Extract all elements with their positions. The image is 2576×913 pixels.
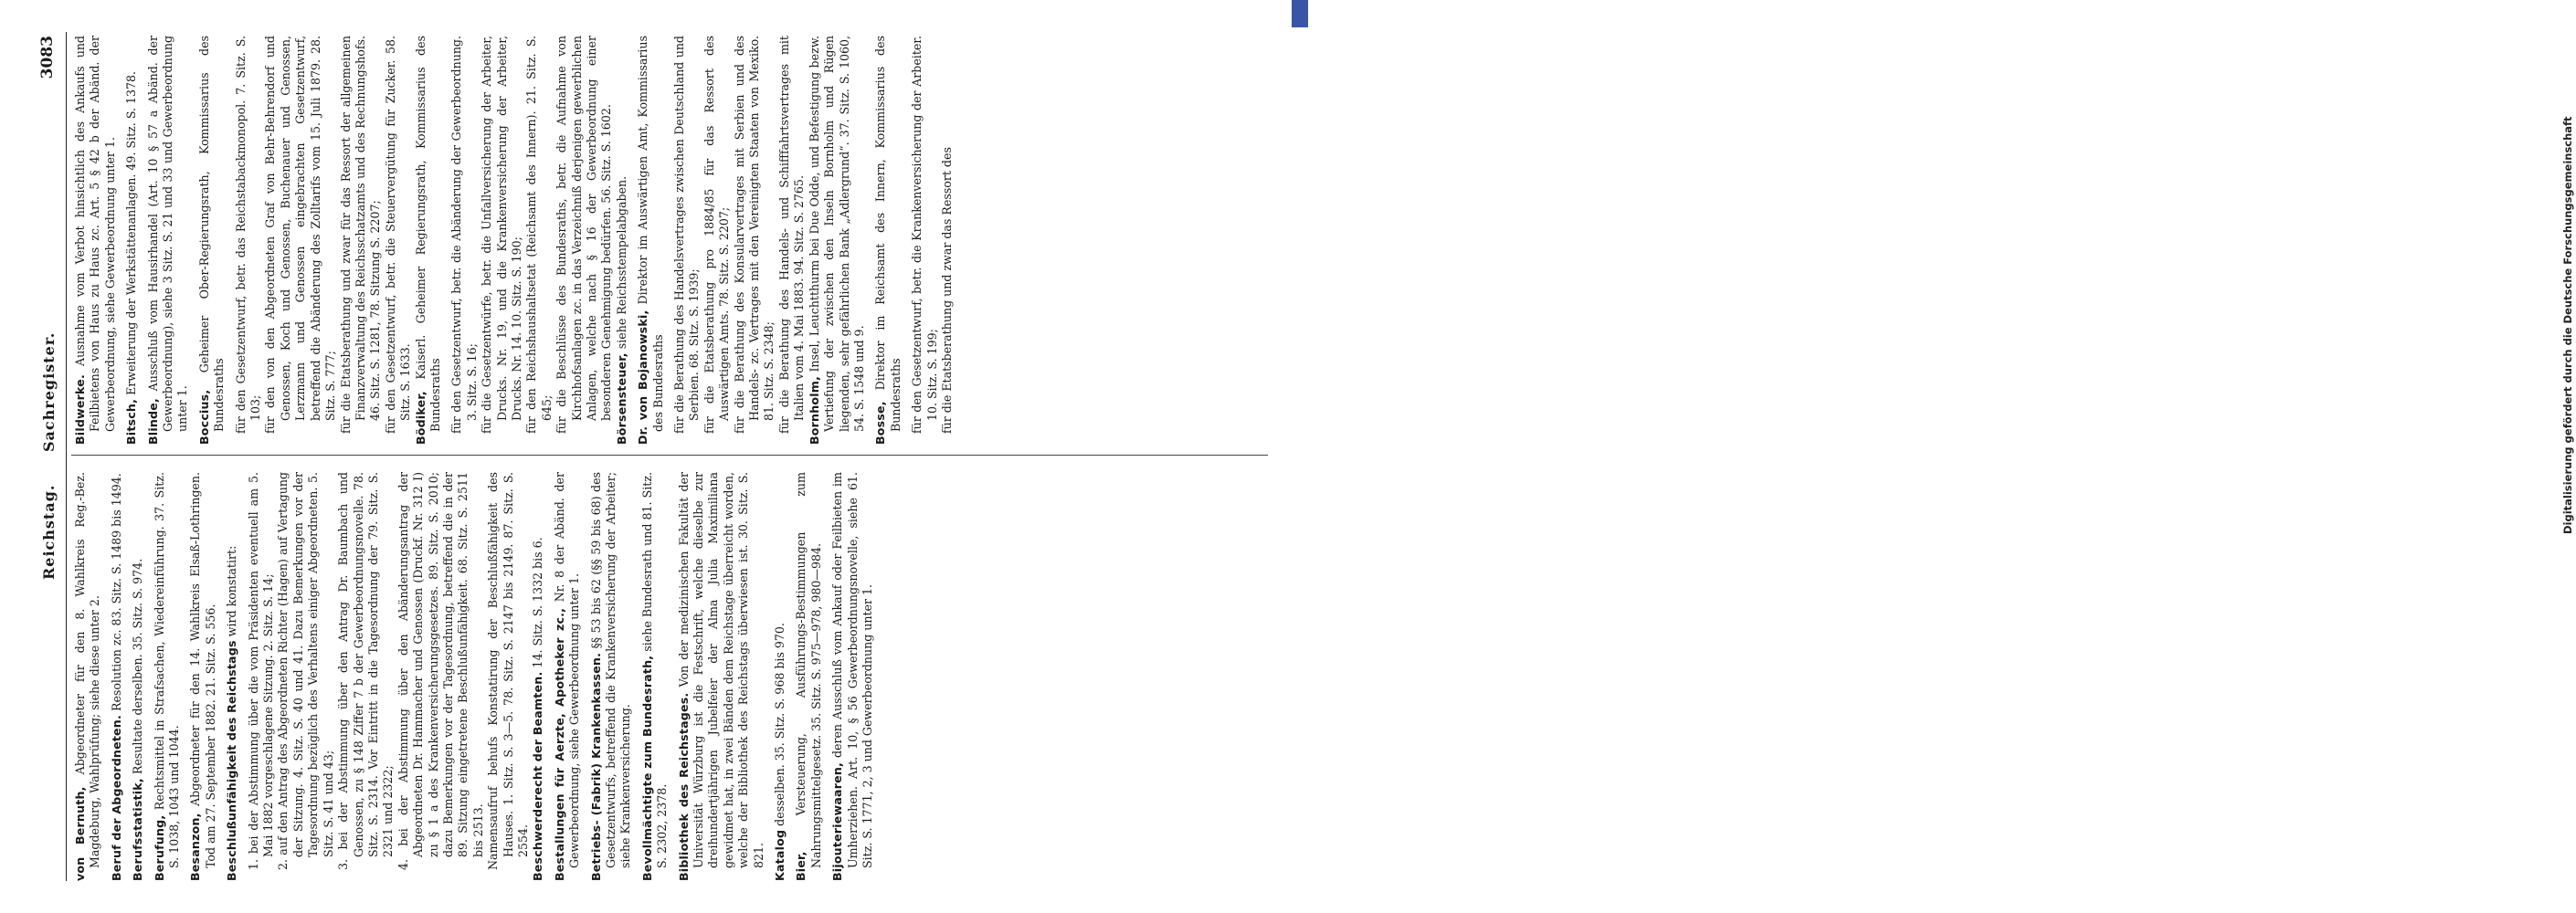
entry-text: wird konstatirt: (225, 545, 239, 641)
entry-text: Insel, Leuchtthurm bei Due Odde, und Befestigung bezw. Vertiefung der zwischen den Inseln Bornholm und Rügen liegenden, sehr gefährlichen Bank „Adlergrund“. 37. Sitz. S. 1060, 54. S. 1548 und 9. (807, 36, 866, 432)
register-entry (73, 472, 103, 881)
entry-heading: von Bernuth, (73, 786, 87, 881)
register-entry (153, 472, 183, 881)
left-column (73, 472, 1270, 881)
watermark (1272, 0, 2574, 913)
entry-text: Direktor im Reichsamt des Innern, Kommissarius des Bundesraths (873, 36, 903, 432)
register-subentry: Namensaufruf behufs Konstatirung der Beschlußfähigkeit des Hauses. 1. Sitz. S. 3—5. 78. Sitz. S. 2147 bis 2149. 87. Sitz. S. 2554. (486, 472, 530, 870)
entry-text: Abgeordneter für den 8. Wahlkreis Reg.-Bez. Magdeburg, Wahlprüfung; siehe diese unter 2. (73, 471, 102, 868)
register-entry (124, 36, 139, 445)
register-subentry: für die Berathung des Handels- und Schifffahrtsvertrages mit Italien vom 4. Mai 1883. 94. Sitz. S. 2765. (776, 36, 807, 434)
register-entry (197, 36, 227, 445)
entry-text: Von der medizinischen Fakultät der Universität Würzburg ist die Festschrift, welche dieselbe zur dreihundertjährigen Jubelfeier der Alma Julia Maximiliana gewidmet hat, in zwei Bänden dem Reichstage überreicht worden, welche der Bibliothek des Reichstags überwiesen ist. 30. Sitz. S. 821. (676, 472, 765, 868)
column-divider (71, 455, 1268, 456)
entry-text: Resolution zc. 83. Sitz. S. 1489 bis 1494. (109, 473, 123, 716)
entry-heading: Beschwerderecht der Beamten. (531, 671, 545, 881)
rotated-page (35, 32, 1277, 881)
register-subentry: für die Etatsberathung und zwar für das Ressort der allgemeinen Finanzverwaltung des Reichsschatzamts und des Rechnungshofs. 46. Sitz. S. 1281, 78. Sitzung S. 2207; (338, 36, 383, 434)
entry-text: desselben. 35. Sitz. S. 968 bis 970. (773, 623, 787, 830)
entry-heading: Bosse, (873, 401, 888, 445)
register-entry (808, 36, 868, 445)
register-subentry: 3. bei der Abstimmung über den Antrag Dr. Baumbach und Genossen, zu § 148 Ziffer 7 b der Gewerbeordnungsnovelle. 78. Sitz. S. 2314. Vor Eintritt in die Tagesordnung der 79. Sitz. S. 2321 und 2322; (336, 472, 396, 870)
entry-text: Ausnahme vom Verbot hinsichtlich des Ankaufs und Feilbietens von Haus zu Haus zc. Art. 5 § 42 b der Abänd. der Gewerbeordnung, siehe Gewerbeordnung unter 1. (73, 36, 117, 432)
entry-text: Nr. 8 der Abänd. der Gewerbeordnung, siehe Gewerbeordnung unter 1. (552, 472, 582, 868)
entry-heading: Berufsstatistik, (131, 778, 145, 881)
entry-heading: Bibliothek des Reichstages. (676, 692, 691, 881)
register-entry (225, 472, 239, 881)
register-entry (636, 36, 666, 445)
entry-heading: Bödiker, (413, 391, 428, 445)
register-entry (677, 472, 766, 881)
entry-text: Versteuerung, Ausführungs-Bestimmungen zum Nahrungsmittelgesetz. 35. Sitz. S. 975—978, 980—984. (794, 472, 823, 868)
entry-heading: Bier, (794, 851, 808, 881)
entry-text: deren Ausschluß vom Ankauf oder Feilbieten im Umherziehen. Art. 10, § 56 Gewerbeordnungsnovelle, siehe 61. Sitz. S. 1771, 2, 3 und Gewerbeordnung unter 1. (830, 472, 875, 868)
entry-text: Geheimer Ober-Regierungsrath, Kommissarius des Bundesraths (196, 36, 227, 432)
entry-heading: Beruf der Abgeordneten. (109, 715, 123, 881)
entry-text: Ausschluß vom Hausirhandel (Art. 10 § 57 a Abänd. der Gewerbeordnung), siehe 3 Sitz. S. 21 und 33 und Gewerbeordnung unter 1. (145, 36, 190, 432)
register-subentry: für die Berathung des Konsularvertrages mit Serbien und des Handels- zc. Vertrages mit den Vereinigten Staaten von Mexiko. 81. Sitz. S. 2348; (732, 36, 776, 434)
entry-heading: Bestallungen für Aerzte, Apotheker zc., (552, 607, 566, 881)
entry-heading: Bijouteriewaaren, (830, 761, 845, 881)
entry-text: Rechtsmittel in Strafsachen, Wiedereinführung. 37. Sitz. S. 1038, 1043 und 1044. (152, 472, 182, 868)
register-subentry: für die Beschlüsse des Bundesraths, betr. die Aufnahme von Kirchhofsanlagen zc. in das Verzeichniß derjenigen gewerblichen Anlagen, welche nach § 16 der Gewerbeordnung einer besonderen Genehmigung bedürfen. 56. Sitz. S. 1602. (554, 36, 614, 434)
right-column (73, 36, 1270, 445)
register-entry (773, 472, 787, 881)
entry-text: §§ 53 bis 62 (§§ 59 bis 68) des Gesetzentwurfs, betreffend die Krankenversicherung der Arbeiter; siehe Krankenversicherung. (588, 471, 633, 868)
entry-heading: Beschlußunfähigkeit des Reichstags (225, 640, 239, 881)
register-entry (414, 36, 444, 445)
entry-text: Erweiterung der Werkstättenanlagen. 49. Sitz. S. 1378. (124, 70, 139, 399)
register-entry (640, 472, 670, 881)
header-rule (66, 32, 67, 881)
register-entry (73, 36, 118, 445)
register-subentry: für die Gesetzentwürfe, betr. die Unfallversicherung der Arbeiter, Drucks. Nr. 19, und die Krankenversicherung der Arbeiter, Drucks. Nr. 14. 10. Sitz. S. 190; (480, 36, 523, 434)
entry-heading: Dr. von Bojanowski, (636, 310, 650, 445)
entry-heading: Boccius, (196, 389, 211, 445)
entry-text: Abgeordneter für den 14. Wahlkreis Elsaß-Lothringen. Tod am 27. September 1882. 21. Sitz. S. 556. (188, 472, 217, 868)
page-header (35, 32, 66, 881)
entry-heading: Börsensteuer, (614, 352, 628, 445)
register-entry (553, 472, 583, 881)
entry-heading: Bornholm, (807, 375, 821, 445)
register-subentry: für die Berathung des Handelsvertrages zwischen Deutschland und Serbien. 68. Sitz. S. 1939; (672, 36, 702, 434)
register-entry (794, 472, 824, 881)
watermark-text: Digitalisierung gefördert durch die Deutsche Forschungsgemeinschaft (2561, 116, 2574, 534)
register-entry (873, 36, 903, 445)
entry-heading: Bildwerke. (73, 374, 87, 445)
entry-heading: Bitsch, (124, 398, 139, 445)
register-entry (188, 472, 218, 881)
register-subentry: für den von den Abgeordneten Graf von Behr-Behrendorf und Genossen, Koch und Genossen, Buchenauer und Genossen, Lerzmann und Genossen eingebrachten Gesetzentwurf, betreffend die Abänderung des Zolltarifs vom 15. Juli 1879. 28. Sitz. S. 777; (263, 36, 338, 434)
entry-text: 14. Sitz. S. 1332 bis 6. (531, 537, 545, 672)
entry-text: Resultate derselben. 35. Sitz. S. 974. (131, 558, 145, 779)
register-entry (531, 472, 545, 881)
register-subentry: für die Etatsberathung pro 1884/85 für das Ressort des Auswärtigen Amts. 78. Sitz. S. 2207; (702, 36, 732, 434)
entry-heading: Berufung, (152, 814, 166, 881)
entry-text: Direktor im Auswärtigen Amt, Kommissarius des Bundesraths (636, 36, 665, 432)
entry-text: siehe Reichsstempelabgaben. (614, 175, 628, 353)
register-subentry: für den Gesetzentwurf, betr. die Krankenversicherung der Arbeiter. 10. Sitz. S. 199; (910, 36, 939, 434)
register-subentry: für den Gesetzentwurf, betr. die Abänderung der Gewerbeordnung. 3. Sitz. S. 16; (449, 36, 479, 434)
register-subentry: für den Gesetzentwurf, betr. die Steuervergütung für Zucker. 58. Sitz. S. 1633. (383, 36, 413, 434)
register-entry (589, 472, 634, 881)
entry-text: siehe Bundesrath und 81. Sitz. S. 2302, 2378. (639, 472, 670, 868)
header-right-title: Sachregister. (40, 331, 58, 452)
register-subentry: 4. bei der Abstimmung über den Abänderungsantrag der Abgeordneten Dr. Hammacher und Genossen (Druckf. Nr. 312 I) zu § 1 a des Krankenversicherungsgesetzes. 89. Sitz. S. 2010; dazu Bemerkungen vor der Tagesordnung, betreffend die in der 89. Sitzung eingetretene Beschlußunfähigkeit. 68. Sitz. S. 2511 bis 2513. (396, 472, 485, 870)
register-subentry: für die Etatsberathung und zwar das Ressort des (939, 147, 954, 434)
entry-heading: Katalog (773, 829, 787, 881)
register-entry (131, 472, 145, 881)
register-entry (830, 472, 875, 881)
register-entry (110, 472, 124, 881)
entry-heading: Blinde, (145, 398, 160, 445)
entry-heading: Betriebs- (Fabrik) Krankenkassen. (588, 652, 603, 881)
entry-heading: Besanzon, (188, 813, 203, 881)
page-number: 3083 (38, 36, 57, 79)
register-subentry: für den Gesetzentwurf, betr. das Reichstabackmonopol. 7. Sitz. S. 103; (233, 36, 263, 434)
register-subentry: für den Reichshaushaltsetat (Reichsamt des Innern). 21. Sitz. S. 645; (524, 36, 554, 434)
entry-heading: Bevollmächtigte zum Bundesrath, (639, 655, 654, 881)
register-subentry: 1. bei der Abstimmung über die vom Präsidenten eventuell am 5. Mai 1882 vorgeschlagene Sitzung. 2. Sitz. S. 14; (246, 472, 276, 870)
header-left-title: Reichstag. (40, 484, 58, 580)
register-subentry: 2. auf den Antrag des Abgeordneten Richter (Hagen) auf Vertagung der Sitzung. 4. Sitz. S. 40 und 41. Dazu Bemerkungen vor der Tagesordnung bezüglich des Verhaltens einiger Abgeordneten. 5. Sitz. S. 41 und 43; (276, 472, 335, 870)
register-entry (615, 36, 629, 445)
register-entry (146, 36, 191, 445)
entry-text: Kaiserl. Geheimer Regierungsrath, Kommissarius des Bundesraths (413, 36, 442, 432)
